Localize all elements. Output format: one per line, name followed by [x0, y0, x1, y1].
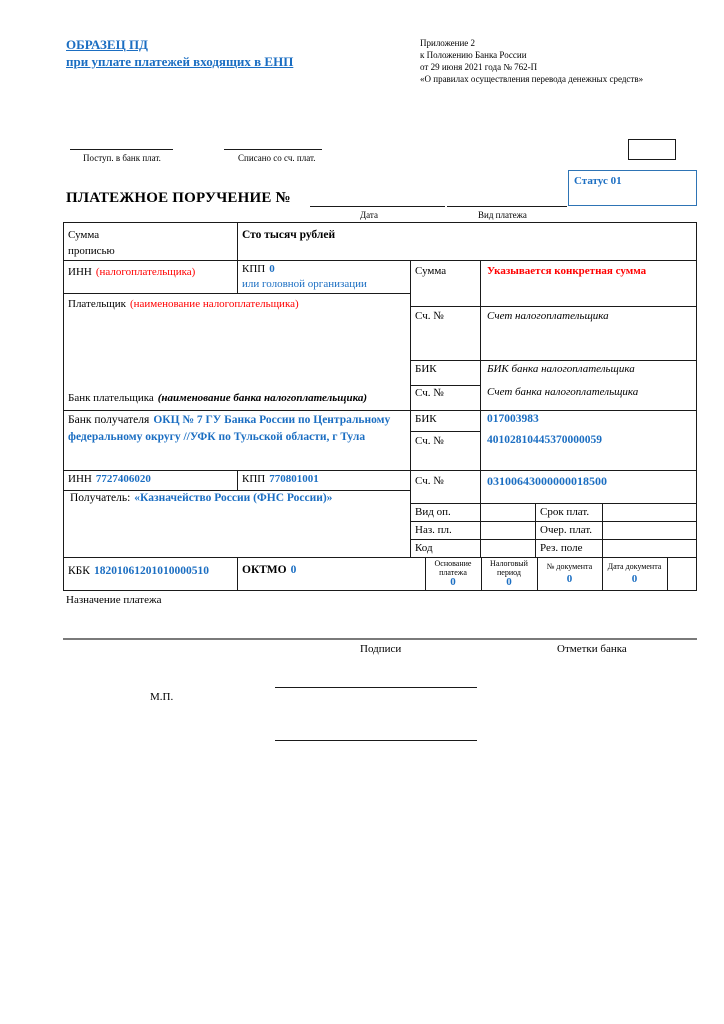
table-line	[410, 260, 411, 557]
oktmo-value: 0	[290, 564, 297, 576]
payment-kind-underline	[447, 206, 567, 207]
payee-row	[70, 492, 332, 504]
payee-bank-bik-value: 017003983	[487, 413, 539, 425]
payer-bank-label: Банк плательщика	[68, 392, 154, 404]
table-line	[63, 490, 410, 491]
tax-period-label: Налоговый период	[490, 559, 528, 577]
account-label: Сч. №	[415, 435, 444, 447]
document-date-value: 0	[631, 573, 638, 585]
table-line	[63, 410, 697, 411]
sample-header-line2: при уплате платежей входящих в ЕНП	[66, 54, 294, 69]
payment-kind-label: Вид платежа	[478, 210, 527, 220]
document-date-label: Дата документа	[607, 562, 662, 571]
payee-bank-label: Банк получателя	[68, 414, 150, 426]
table-line	[480, 260, 481, 557]
table-line	[410, 385, 480, 386]
priority-label: Очер. плат.	[540, 524, 593, 536]
payee-bank-value: ОКЦ № 7 ГУ Банка России по Центральному федеральному округу //УФК по Тульской области, г Тула	[68, 414, 391, 443]
payer-inn-row	[68, 266, 195, 278]
signatures-label: Подписи	[360, 643, 402, 655]
purpose-label: Назначение платежа	[66, 594, 162, 606]
appendix-line: к Положению Банка России	[420, 50, 527, 60]
status-box	[568, 170, 697, 206]
purpose-code-label: Наз. пл.	[415, 524, 452, 536]
due-date-label: Срок плат.	[540, 506, 590, 518]
payee-kpp-value: 770801001	[269, 473, 319, 485]
date-underline	[310, 206, 445, 207]
payer-account-hint: Счет налогоплательщика	[487, 310, 609, 322]
payer-row	[68, 298, 299, 310]
table-line	[63, 590, 697, 591]
date-label: Дата	[360, 210, 378, 220]
table-line	[237, 557, 238, 590]
payee-value: «Казначейство России (ФНС России)»	[134, 492, 333, 504]
signature-line	[275, 687, 477, 688]
payee-account-value: 03100643000000018500	[487, 474, 607, 488]
footer-divider	[63, 638, 697, 640]
payee-bank-row	[68, 412, 416, 446]
reserve-field-label: Рез. поле	[540, 542, 583, 554]
document-title: ПЛАТЕЖНОЕ ПОРУЧЕНИЕ №	[66, 190, 291, 206]
appendix-line: «О правилах осуществления перевода денежных средств»	[420, 74, 644, 84]
payee-kpp-row	[242, 473, 319, 485]
debited-label: Списано со сч. плат.	[238, 153, 316, 163]
payer-bank-bik-hint: БИК банка налогоплательщика	[487, 363, 635, 375]
table-line	[237, 470, 238, 490]
table-line	[696, 222, 697, 590]
payee-inn-label: ИНН	[68, 473, 92, 485]
amount-words-label: Сумма прописью	[68, 229, 115, 257]
account-label: Сч. №	[415, 310, 444, 322]
payment-basis-label: Основание платежа	[434, 559, 472, 577]
payer-bank-hint: (наименование банка налогоплательщика)	[157, 392, 368, 404]
document-number-value: 0	[566, 573, 573, 585]
appendix-line: от 29 июня 2021 года № 762-П	[420, 62, 538, 72]
payee-inn-row	[68, 473, 151, 485]
kpp-value: 0	[269, 263, 275, 275]
tax-period-value: 0	[506, 576, 512, 588]
inn-hint: (налогоплательщика)	[95, 266, 196, 278]
table-line	[63, 222, 697, 223]
table-line	[410, 503, 697, 504]
table-line	[667, 557, 668, 590]
kpp-note: или головной организации	[242, 278, 367, 290]
bik-label: БИК	[415, 413, 437, 425]
status-label: Статус 01	[574, 175, 622, 187]
table-line	[410, 539, 697, 540]
payment-basis-value: 0	[450, 576, 456, 588]
received-underline	[70, 149, 173, 150]
payee-kpp-label: КПП	[242, 473, 266, 485]
table-line	[410, 306, 697, 307]
sample-header-line1: ОБРАЗЕЦ ПД	[66, 37, 148, 52]
table-line	[535, 503, 536, 557]
appendix-line: Приложение 2	[420, 38, 476, 48]
account-label: Сч. №	[415, 475, 444, 487]
table-line	[410, 521, 697, 522]
received-label: Поступ. в банк плат.	[83, 153, 161, 163]
document-number-label: № документа	[546, 562, 593, 571]
payer-bank-row	[68, 392, 367, 404]
inn-label: ИНН	[68, 266, 92, 278]
payee-label: Получатель:	[70, 492, 131, 504]
oktmo-label: ОКТМО	[242, 564, 287, 576]
amount-value: Указывается конкретная сумма	[487, 265, 647, 277]
table-line	[410, 360, 697, 361]
signature-line	[275, 740, 477, 741]
table-line	[63, 222, 64, 590]
kbk-row	[68, 565, 209, 577]
payer-bank-account-hint: Счет банка налогоплательщика	[487, 386, 639, 398]
debited-underline	[224, 149, 322, 150]
amount-words-value: Сто тысяч рублей	[242, 229, 336, 241]
payer-label: Плательщик	[68, 298, 126, 310]
table-line	[410, 431, 480, 432]
sample-header	[66, 36, 406, 70]
table-line	[63, 260, 697, 261]
payer-hint: (наименование налогоплательщика)	[129, 298, 299, 310]
form-code-box	[628, 139, 676, 160]
stamp-label: М.П.	[150, 691, 174, 703]
bank-marks-label: Отметки банка	[557, 643, 627, 655]
bik-label: БИК	[415, 363, 437, 375]
kbk-value: 18201061201010000510	[93, 565, 209, 577]
table-line	[237, 222, 238, 293]
account-label: Сч. №	[415, 387, 444, 399]
payee-bank-account-value: 40102810445370000059	[487, 434, 602, 446]
code-label: Код	[415, 542, 433, 554]
payer-kpp-cell	[242, 262, 367, 292]
op-type-label: Вид оп.	[415, 506, 451, 518]
table-line	[63, 293, 410, 294]
payee-inn-value: 7727406020	[95, 473, 151, 485]
kbk-label: КБК	[68, 565, 90, 577]
amount-label: Сумма	[415, 265, 447, 277]
kpp-label: КПП	[242, 263, 266, 275]
table-line	[63, 470, 697, 471]
appendix-reference	[420, 37, 710, 85]
oktmo-row	[242, 564, 296, 576]
